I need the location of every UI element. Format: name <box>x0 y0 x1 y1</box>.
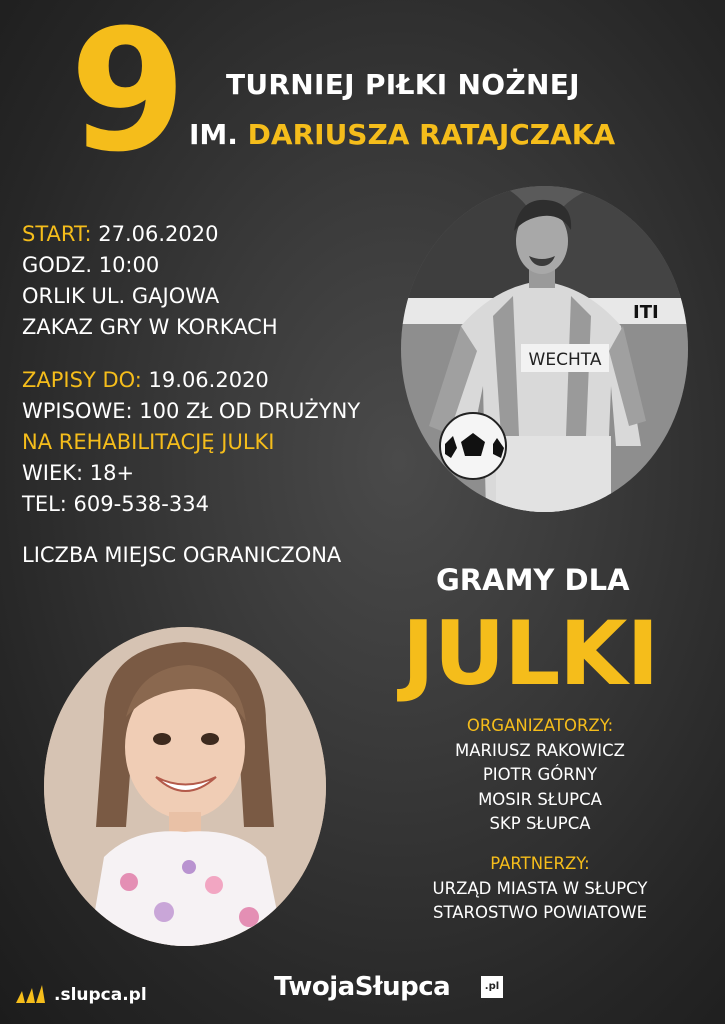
signup-line <box>22 365 360 396</box>
player-photo <box>401 186 688 512</box>
logo-part-twoja: Twoja <box>274 972 355 1002</box>
tournament-title-line1: TURNIEJ PIŁKI NOŻNEJ <box>226 68 580 101</box>
entry-fee: WPISOWE: 100 ZŁ OD DRUŻYNY <box>22 399 361 423</box>
rule-note: ZAKAZ GRY W KORKACH <box>22 315 278 339</box>
signup-label: ZAPISY DO: <box>22 368 142 392</box>
age-requirement: WIEK: 18+ <box>22 461 135 485</box>
twoja-slupca-logo <box>274 969 450 1005</box>
start-label: START: <box>22 222 92 246</box>
slogan-line2: JULKI <box>402 602 659 705</box>
title-prefix: IM. <box>189 118 238 151</box>
edition-number: 9 <box>69 0 187 189</box>
partner-item: URZĄD MIASTA W SŁUPCY <box>432 878 648 898</box>
limited-spots-text: LICZBA MIEJSC OGRANICZONA <box>22 543 342 567</box>
logo-part-slupca: Słupca <box>354 972 451 1002</box>
start-line <box>22 219 278 250</box>
girl-photo-illustration <box>44 627 326 946</box>
honoree-name: DARIUSZA RATAJCZAKA <box>247 118 616 151</box>
slogan-line1: GRAMY DLA <box>436 563 630 597</box>
shirt-sponsor-text: WECHTA <box>528 350 602 370</box>
start-date: 27.06.2020 <box>98 222 219 246</box>
organizer-item: MARIUSZ RAKOWICZ <box>455 740 625 760</box>
girl-photo <box>44 627 326 946</box>
organizers-section <box>395 714 685 837</box>
slupca-pl-logo: .slupca.pl <box>54 985 147 1005</box>
organizer-item: MOSIR SŁUPCA <box>478 789 602 809</box>
partner-item: STAROSTWO POWIATOWE <box>432 903 648 922</box>
organizer-item: SKP SŁUPCA <box>489 814 591 833</box>
partners-section <box>395 852 685 926</box>
player-photo-illustration <box>401 186 688 512</box>
signup-details <box>22 365 360 520</box>
tournament-title-line2 <box>189 118 615 152</box>
contact-phone: TEL: 609-538-334 <box>22 492 209 516</box>
organizer-item: PIOTR GÓRNY <box>482 765 598 784</box>
limited-spots-note <box>22 540 341 571</box>
signup-date: 19.06.2020 <box>148 368 269 392</box>
pl-badge: .pl <box>481 976 503 998</box>
venue: ORLIK UL. GAJOWA <box>22 284 220 308</box>
organizers-label: ORGANIZATORZY: <box>466 716 614 735</box>
event-details <box>22 219 278 343</box>
fence-banner-text: ITI <box>633 302 659 323</box>
fee-purpose: NA REHABILITACJĘ JULKI <box>22 430 275 454</box>
start-time: GODZ. 10:00 <box>22 253 160 277</box>
signal-waves-icon <box>14 985 52 1005</box>
partners-label: PARTNERZY: <box>490 854 590 873</box>
